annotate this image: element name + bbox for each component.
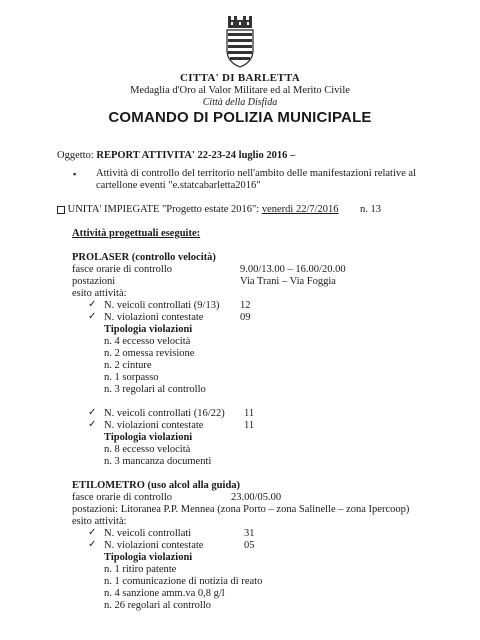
prolaser-b2-veicoli-label: N. veicoli controllati (16/22) — [104, 408, 225, 419]
etilometro-postazioni: postazioni: Litoranea P.P. Mennea (zona Porto – zona Salinelle – zona Ipercoop) — [72, 504, 410, 515]
etilometro-tipologia: Tipologia violazioni — [104, 552, 193, 563]
check-icon: ✓ — [88, 419, 97, 430]
prolaser-title: PROLASER (controllo velocità) — [72, 252, 216, 263]
list-item: n. 2 cinture — [104, 360, 152, 371]
city-name: CITTA' DI BARLETTA — [180, 72, 300, 84]
etilometro-veicoli-value: 31 — [244, 528, 255, 539]
list-item: n. 2 omessa revisione — [104, 348, 195, 359]
units-line — [57, 204, 339, 216]
checkbox-icon — [57, 206, 65, 214]
prolaser-b1-violazioni-value: 09 — [240, 312, 251, 323]
prolaser-postazioni-value: Via Trani – Via Foggia — [240, 276, 336, 287]
list-item: n. 8 eccesso velocità — [104, 444, 191, 455]
prolaser-b2-veicoli-value: 11 — [244, 408, 255, 419]
units-date: venerdì 22/7/2016 — [261, 204, 339, 215]
prolaser-b2-violazioni-value: 11 — [244, 420, 255, 431]
etilometro-esito-label: esito attività: — [72, 516, 127, 527]
prolaser-postazioni-label: postazioni — [72, 276, 116, 287]
check-icon: ✓ — [88, 299, 97, 310]
list-item: n. 1 sorpasso — [104, 372, 159, 383]
check-icon: ✓ — [88, 311, 97, 322]
prolaser-b2-tipologia: Tipologia violazioni — [104, 432, 193, 443]
subject-label: Oggetto: — [57, 150, 94, 161]
list-item: n. 4 eccesso velocità — [104, 336, 191, 347]
bullet-icon: ▪ — [73, 169, 77, 179]
prolaser-fasce-value: 9.00/13.00 – 16.00/20.00 — [240, 264, 346, 275]
units-count: n. 13 — [360, 204, 381, 215]
list-item: n. 4 sanzione amm.va 0,8 g/l — [104, 588, 225, 599]
prolaser-b1-violazioni-label: N. violazioni contestate — [104, 312, 204, 323]
etilometro-title: ETILOMETRO (uso alcol alla guida) — [72, 480, 241, 491]
prolaser-b1-tipologia: Tipologia violazioni — [104, 324, 193, 335]
subject-title: REPORT ATTIVITA' 22-23-24 luglio 2016 – — [96, 150, 296, 161]
etilometro-violazioni-value: 05 — [244, 540, 255, 551]
check-icon: ✓ — [88, 407, 97, 418]
medal-line: Medaglia d'Oro al Valor Militare ed al Merito Civile — [130, 85, 350, 96]
prolaser-fasce-label: fasce orarie di controllo — [72, 264, 172, 275]
list-item: n. 3 mancanza documenti — [104, 456, 212, 467]
list-item: n. 1 comunicazione di notizia di reato — [104, 576, 263, 587]
prolaser-esito-label: esito attività: — [72, 288, 127, 299]
city-motto: Città della Disfida — [202, 97, 278, 108]
units-label: UNITA' IMPIEGATE "Progetto estate 2016": — [67, 204, 260, 215]
city-crest-icon — [222, 14, 258, 70]
list-item: n. 3 regolari al controllo — [104, 384, 206, 395]
activity-line-1: Attività di controllo del territorio nell'ambito delle manifestazioni relative al — [96, 168, 416, 179]
planned-title: Attività progettuali eseguite: — [72, 228, 201, 239]
etilometro-fasce-label: fasce orarie di controllo — [72, 492, 172, 503]
etilometro-fasce-value: 23.00/05.00 — [231, 492, 282, 503]
etilometro-violazioni-label: N. violazioni contestate — [104, 540, 204, 551]
check-icon: ✓ — [88, 539, 97, 550]
list-item: n. 26 regolari al controllo — [104, 600, 212, 611]
list-item: n. 1 ritiro patente — [104, 564, 177, 575]
activity-line-2: cartellone eventi "e.statcabarletta2016" — [96, 180, 261, 191]
prolaser-b2-violazioni-label: N. violazioni contestate — [104, 420, 204, 431]
prolaser-b1-veicoli-value: 12 — [240, 300, 251, 311]
check-icon: ✓ — [88, 527, 97, 538]
command-title: COMANDO DI POLIZIA MUNICIPALE — [108, 109, 372, 126]
etilometro-veicoli-label: N. veicoli controllati — [104, 528, 192, 539]
subject-line — [57, 150, 295, 162]
prolaser-b1-veicoli-label: N. veicoli controllati (9/13) — [104, 300, 220, 311]
